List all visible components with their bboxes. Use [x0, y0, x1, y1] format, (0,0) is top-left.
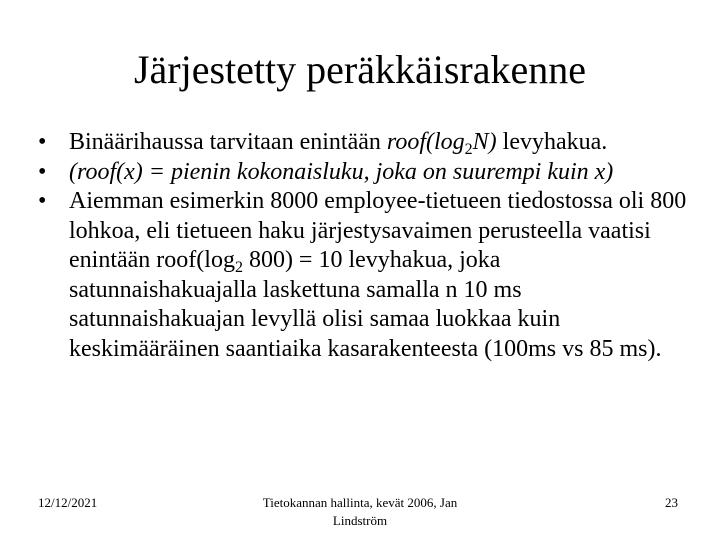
subscript: 2	[234, 259, 243, 276]
bullet-dot-icon: •	[38, 158, 47, 185]
slide-title: Järjestetty peräkkäisrakenne	[133, 47, 586, 92]
bullet-text: Binäärihaussa tarvitaan enintään	[69, 129, 387, 155]
bullet-text: levyhakua.	[496, 129, 608, 155]
bullet-dot-icon: •	[38, 188, 47, 214]
bullet-item	[38, 187, 688, 364]
bullet-text: Aiemman esimerkin 8000 employee-tietueen tiedostossa oli 800 lohkoa, eli tietueen haku järjestysavaimen perusteella vaatisi enintään roof(log	[69, 188, 687, 273]
bullet-text: (roof(x) = pienin kokonaisluku, joka on suurempi kuin x)	[69, 158, 614, 185]
page-number: 23	[665, 495, 678, 510]
formula-text: roof(log	[386, 129, 465, 155]
footer-date: 12/12/2021	[38, 495, 98, 510]
footer-course: Tietokannan hallinta, kevät 2006, Jan Lindström	[262, 495, 458, 528]
bullet-item	[38, 128, 688, 158]
bullet-list	[38, 128, 688, 364]
subscript: 2	[464, 141, 473, 158]
bullet-item	[38, 158, 688, 188]
bullet-dot-icon: •	[38, 129, 47, 155]
formula-text: N)	[472, 129, 497, 155]
bullet-text: 800) = 10 levyhakua, joka satunnaishakuajalla laskettuna samalla n 10 ms satunnaishakuajan levyllä olisi samaa luokkaa kuin keskimääräinen saantiaika kasarakenteesta (100ms vs 85 ms).	[69, 247, 662, 362]
